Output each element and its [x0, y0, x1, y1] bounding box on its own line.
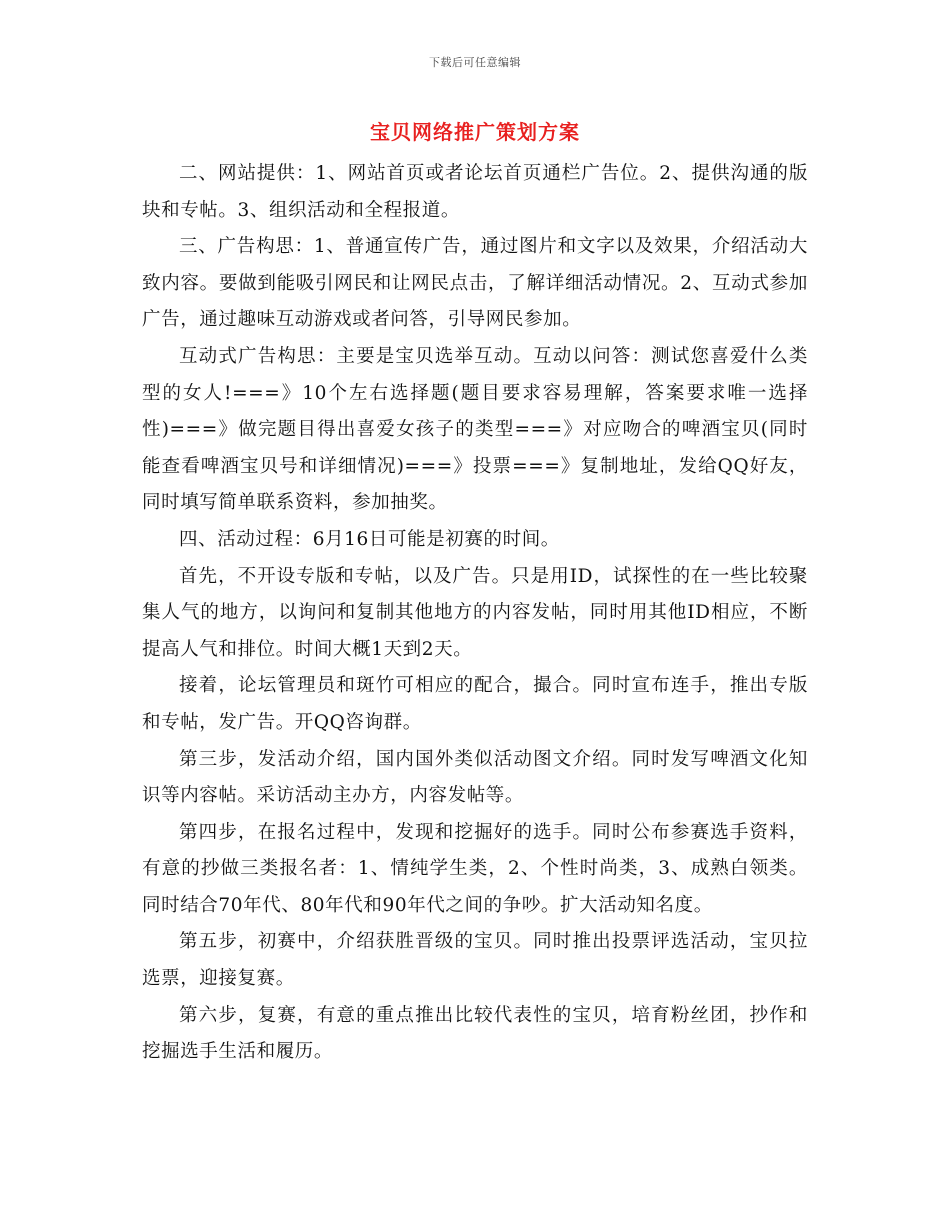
paragraph-step-three: 第三步，发活动介绍，国内国外类似活动图文介绍。同时发写啤酒文化知识等内容帖。采访活动主办方，内容发帖等。 — [142, 748, 808, 807]
paragraph-step-six: 第六步，复赛，有意的重点推出比较代表性的宝贝，培育粉丝团，抄作和挖掘选手生活和履历。 — [142, 1004, 808, 1063]
paragraph-activity-process: 四、活动过程：6月16日可能是初赛的时间。 — [179, 528, 560, 550]
paragraph-step-next: 接着，论坛管理员和斑竹可相应的配合，撮合。同时宣布连手，推出专版和专帖，发广告。开QQ咨询群。 — [142, 675, 808, 733]
document-body — [142, 156, 808, 1071]
header-note: 下载后可任意编辑 — [429, 56, 521, 69]
paragraph-step-four: 第四步，在报名过程中，发现和挖掘好的选手。同时公布参赛选手资料，有意的抄做三类报名者：1、情纯学生类，2、个性时尚类，3、成熟白领类。同时结合70年代、80年代和90年代之间的争吵。扩大活动知名度。 — [142, 821, 808, 916]
paragraph-step-five: 第五步，初赛中，介绍获胜晋级的宝贝。同时推出投票评选活动，宝贝拉选票，迎接复赛。 — [142, 931, 808, 990]
paragraph-ad-concept: 三、广告构思：1、普通宣传广告，通过图片和文字以及效果，介绍活动大致内容。要做到能吸引网民和让网民点击，了解详细活动情况。2、互动式参加广告，通过趣味互动游戏或者问答，引导网民参加。 — [142, 236, 808, 331]
paragraph-interactive-ad: 互动式广告构思：主要是宝贝选举互动。互动以问答：测试您喜爱什么类型的女人!===》10个左右选择题(题目要求容易理解，答案要求唯一选择性)===》做完题目得出喜爱女孩子的类型===》对应吻合的啤酒宝贝(同时能查看啤酒宝贝号和详细情况)===》投票===》复制地址，发给QQ好友，同时填写简单联系资料，参加抽奖。 — [142, 345, 808, 514]
document-title: 宝贝网络推广策划方案 — [370, 120, 580, 144]
paragraph-step-first: 首先，不开设专版和专帖，以及广告。只是用ID，试探性的在一些比较聚集人气的地方，以询问和复制其他地方的内容发帖，同时用其他ID相应，不断提高人气和排位。时间大概1天到2天。 — [142, 565, 808, 660]
paragraph-website-provision: 二、网站提供：1、网站首页或者论坛首页通栏广告位。2、提供沟通的版块和专帖。3、组织活动和全程报道。 — [142, 163, 808, 221]
